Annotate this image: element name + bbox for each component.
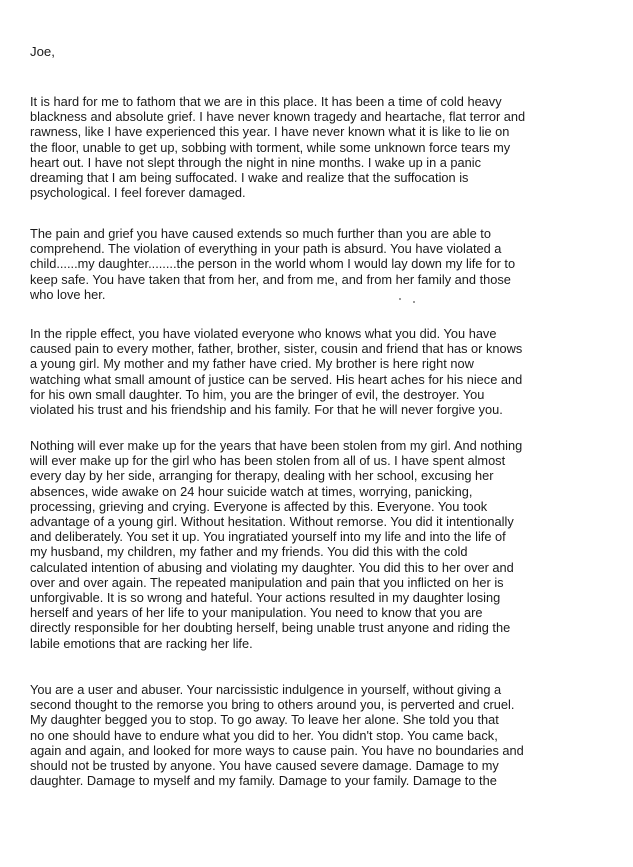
text-line: rawness, like I have experienced this year. I have never known what it is like to lie on [30, 124, 510, 140]
text-line: keep safe. You have taken that from her, and from me, and from her family and those [30, 271, 511, 287]
text-line: my husband, my children, my father and my friends. You did this with the cold [30, 544, 468, 560]
text-line: In the ripple effect, you have violated everyone who knows what you did. You have [30, 326, 497, 341]
text-line: caused pain to every mother, father, brother, sister, cousin and friend that has or knows [30, 341, 523, 357]
text-line: child......my daughter........the person in the world whom I would lay down my life for to [30, 256, 516, 272]
text-line: directly responsible for her doubting herself, being unable trust anyone and riding the [30, 620, 511, 636]
paragraph [30, 226, 630, 302]
text-line: blackness and absolute grief. I have never known tragedy and heartache, flat terror and [30, 109, 526, 125]
text-line: daughter. Damage to myself and my family. Damage to your family. Damage to the [30, 773, 497, 789]
text-line: The pain and grief you have caused extends so much further than you are able to [30, 226, 491, 241]
text-line: every day by her side, arranging for therapy, dealing with her school, excusing her [30, 468, 494, 484]
text-line: no one should have to endure what you did to her. You didn't stop. You came back, [30, 727, 498, 743]
text-line: unforgivable. It is so wrong and hateful. Your actions resulted in my daughter losing [30, 590, 501, 606]
paragraph [30, 438, 630, 651]
paragraph [30, 682, 630, 788]
text-line: You are a user and abuser. Your narcissistic indulgence in yourself, without giving a [30, 682, 502, 697]
text-line: absences, wide awake on 24 hour suicide watch at times, worrying, panicking, [30, 483, 473, 499]
paragraph [30, 326, 630, 417]
text-line: heart out. I have not slept through the night in nine months. I wake up in a panic [30, 154, 482, 170]
text-line: psychological. I feel forever damaged. [30, 185, 246, 201]
scan-speck [399, 298, 401, 300]
text-line: It is hard for me to fathom that we are in this place. It has been a time of cold heavy [30, 94, 502, 109]
paragraph [30, 94, 630, 200]
text-line: advantage of a young girl. Without hesitation. Without remorse. You did it intentionally [30, 514, 514, 530]
text-line: for his own small daughter. To him, you are the bringer of evil, the destroyer. You [30, 386, 485, 402]
text-line: will ever make up for the girl who has been stolen from all of us. I have spent almost [30, 453, 506, 469]
text-line: calculated intention of abusing and violating my daughter. You did this to her over and [30, 559, 514, 575]
text-line: a young girl. My mother and my father have cried. My brother is here right now [30, 356, 474, 372]
text-line: over and over again. The repeated manipulation and pain that you inflicted on her is [30, 574, 504, 590]
text-line: Nothing will ever make up for the years that have been stolen from my girl. And nothing [30, 438, 523, 453]
text-line: second thought to the remorse you bring to others around you, is perverted and cruel. [30, 697, 515, 713]
text-line: and deliberately. You set it up. You ingratiated yourself into my life and into the life of [30, 529, 506, 545]
scan-speck [413, 301, 415, 303]
text-line: who love her. [30, 286, 106, 302]
text-line: dreaming that I am being suffocated. I wake and realize that the suffocation is [30, 170, 469, 186]
text-line: the floor, unable to get up, sobbing with torment, while some unknown force tears my [30, 139, 511, 155]
text-line: watching what small amount of justice can be served. His heart aches for his niece and [30, 371, 523, 387]
text-line: again and again, and looked for more ways to cause pain. You have no boundaries and [30, 742, 524, 758]
text-line: labile emotions that are racking her life. [30, 635, 253, 651]
text-line: herself and years of her life to your manipulation. You need to know that you are [30, 605, 483, 621]
text-line: should not be trusted by anyone. You have caused severe damage. Damage to my [30, 758, 499, 774]
text-line: My daughter begged you to stop. To go away. To leave her alone. She told you that [30, 712, 499, 728]
text-line: comprehend. The violation of everything in your path is absurd. You have violated a [30, 241, 502, 257]
text-line: violated his trust and his friendship and his family. For that he will never forgive you. [30, 402, 503, 418]
text-line: processing, grieving and crying. Everyone is affected by this. Everyone. You took [30, 498, 488, 514]
salutation: Joe, [30, 44, 55, 59]
